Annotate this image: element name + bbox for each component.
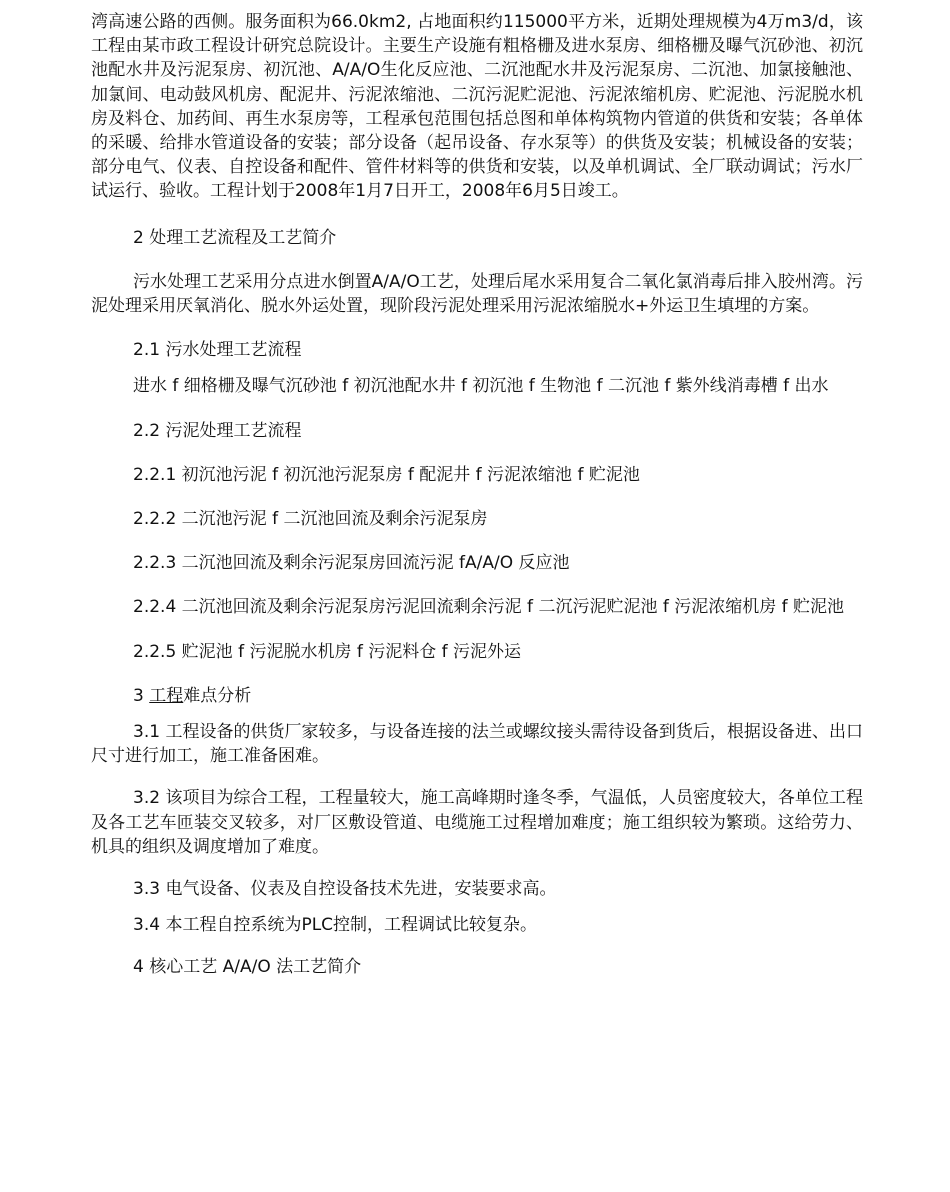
section-3-heading-num: 3: [133, 685, 150, 706]
section-2-2-4: 2.2.4 二沉池回流及剩余污泥泵房污泥回流剩余污泥 f 二沉污泥贮泥池 f 污泥浓缩机房 f 贮泥池: [133, 597, 845, 618]
section-2-body: 污水处理工艺采用分点进水倒置A/A/O工艺，处理后尾水采用复合二氧化氯消毒后排入胶州湾。污泥处理采用厌氧消化、脱水外运处置，现阶段污泥处理采用污泥浓缩脱水+外运卫生填埋的方案。: [91, 271, 863, 317]
section-2-2-3: 2.2.3 二沉池回流及剩余污泥泵房回流污泥 fA/A/O 反应池: [133, 553, 570, 574]
section-2-1-heading: 2.1 污水处理工艺流程: [133, 340, 302, 361]
section-2-2-1: 2.2.1 初沉池污泥 f 初沉池污泥泵房 f 配泥井 f 污泥浓缩池 f 贮泥池: [133, 464, 640, 485]
section-3-2: 3.2 该项目为综合工程，工程量较大，施工高峰期时逢冬季，气温低，人员密度较大，各单位工程及各工艺车匝装交叉较多，对厂区敷设管道、电缆施工过程增加难度；施工组织较为繁琐。这给劳力、机具的组织及调度增加了难度。: [91, 788, 863, 857]
section-3-heading-underlined: 工程: [149, 685, 184, 706]
section-2-heading: 2 处理工艺流程及工艺简介: [133, 227, 337, 248]
section-2-2-2: 2.2.2 二沉池污泥 f 二沉池回流及剩余污泥泵房: [133, 509, 488, 530]
section-2-1-body: 进水 f 细格栅及曝气沉砂池 f 初沉池配水井 f 初沉池 f 生物池 f 二沉池 f 紫外线消毒槽 f 出水: [133, 376, 829, 397]
section-2-2-heading: 2.2 污泥处理工艺流程: [133, 420, 302, 441]
document-page: [91, 10, 863, 980]
intro-paragraph: 湾高速公路的西侧。服务面积为66.0km2, 占地面积约115000平方米，近期处理规模为4万m3/d，该工程由某市政工程设计研究总院设计。主要生产设施有粗格栅及进水泵房、细格栅及曝气沉砂池、初沉池配水井及污泥泵房、初沉池、A/A/O生化反应池、二沉池配水井及污泥泵房、二沉池、加氯接触池、加氯间、电动鼓风机房、配泥井、污泥浓缩池、二沉污泥贮泥池、污泥浓缩机房、贮泥池、污泥脱水机房及料仓、加药间、再生水泵房等，工程承包范围包括总图和单体构筑物内管道的供货和安装；各单体的采暖、给排水管道设备的安装；部分设备（起吊设备、存水泵等）的供货及安装；机械设备的安装；部分电气、仪表、自控设备和配件、管件材料等的供货和安装，以及单机调试、全厂联动调试；污水厂试运行、验收。工程计划于2008年1月7日开工，2008年6月5日竣工。: [91, 12, 863, 202]
section-3-heading-rest: 难点分析: [183, 685, 252, 706]
section-4-heading: 4 核心工艺 A/A/O 法工艺简介: [133, 957, 362, 978]
section-3-3: 3.3 电气设备、仪表及自控设备技术先进，安装要求高。: [133, 879, 557, 900]
section-2-2-5: 2.2.5 贮泥池 f 污泥脱水机房 f 污泥料仓 f 污泥外运: [133, 641, 522, 662]
section-3-4: 3.4 本工程自控系统为PLC控制，工程调试比较复杂。: [133, 915, 538, 936]
section-3-heading: [91, 684, 863, 708]
section-3-1: 3.1 工程设备的供货厂家较多，与设备连接的法兰或螺纹接头需待设备到货后，根据设备进、出口尺寸进行加工，施工准备困难。: [91, 722, 863, 767]
